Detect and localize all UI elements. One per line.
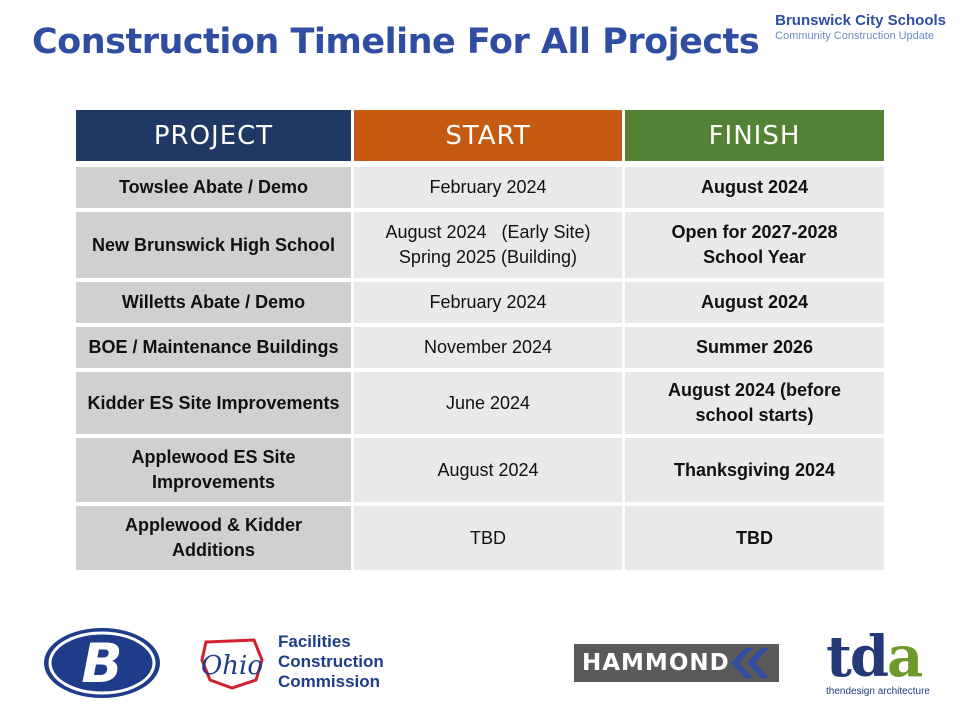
table-row bbox=[76, 327, 884, 368]
project-line: Applewood & Kidder bbox=[125, 515, 302, 535]
project-line: Additions bbox=[172, 540, 255, 560]
start-cell bbox=[354, 372, 622, 434]
tda-wordmark: tda bbox=[826, 624, 922, 690]
start-cell bbox=[354, 167, 622, 208]
timeline-table bbox=[76, 110, 884, 574]
start-line: TBD bbox=[470, 527, 506, 548]
hammond-wordmark: HAMMOND bbox=[582, 650, 730, 676]
project-line: Willetts Abate / Demo bbox=[121, 292, 306, 312]
project-line: Applewood ES Site bbox=[131, 447, 296, 467]
header-finish: FINISH bbox=[625, 110, 884, 161]
table-row bbox=[76, 167, 884, 208]
finish-cell bbox=[625, 372, 884, 434]
start-cell bbox=[354, 506, 622, 570]
start-cell bbox=[354, 282, 622, 323]
org-name: Brunswick City Schools bbox=[775, 12, 946, 29]
header-project: PROJECT bbox=[76, 110, 351, 161]
finish-line: Summer 2026 bbox=[695, 337, 814, 357]
finish-cell bbox=[625, 212, 884, 278]
start-line: November 2024 bbox=[423, 337, 553, 357]
finish-line: Thanksgiving 2024 bbox=[673, 459, 836, 480]
finish-line: Open for 2027-2028 bbox=[671, 222, 838, 242]
fcc-line: Facilities bbox=[278, 632, 351, 651]
finish-line: August 2024 (before bbox=[667, 380, 842, 400]
ohio-logo bbox=[192, 630, 272, 699]
start-cell bbox=[354, 212, 622, 278]
finish-cell bbox=[625, 438, 884, 502]
project-line: Improvements bbox=[151, 472, 276, 492]
logo-strip bbox=[0, 620, 960, 720]
project-line: New Brunswick High School bbox=[91, 234, 336, 255]
table-header bbox=[76, 110, 884, 161]
svg-text:B: B bbox=[81, 632, 123, 695]
start-line: February 2024 bbox=[429, 292, 547, 312]
table-row bbox=[76, 282, 884, 323]
finish-line: School Year bbox=[703, 247, 806, 267]
hammond-logo bbox=[574, 644, 779, 682]
table-row bbox=[76, 438, 884, 502]
page-title: Construction Timeline For All Projects bbox=[32, 22, 760, 62]
project-cell bbox=[76, 438, 351, 502]
fcc-line: Commission bbox=[278, 672, 381, 691]
finish-line: TBD bbox=[736, 527, 773, 548]
start-line: August 2024 (Early Site) bbox=[385, 222, 591, 242]
start-line: February 2024 bbox=[429, 177, 547, 197]
ohio-script: Ohio bbox=[200, 651, 264, 681]
project-cell bbox=[76, 506, 351, 570]
project-cell bbox=[76, 327, 351, 368]
finish-cell bbox=[625, 282, 884, 323]
header-start: START bbox=[354, 110, 622, 161]
finish-cell bbox=[625, 506, 884, 570]
table-row bbox=[76, 506, 884, 570]
finish-line: August 2024 bbox=[700, 292, 809, 312]
start-line: August 2024 bbox=[437, 459, 539, 480]
start-cell bbox=[354, 438, 622, 502]
b-logo-icon bbox=[42, 626, 162, 705]
org-subtitle: Community Construction Update bbox=[775, 30, 935, 42]
project-line: BOE / Maintenance Buildings bbox=[88, 337, 339, 357]
finish-cell bbox=[625, 167, 884, 208]
start-line: June 2024 bbox=[445, 392, 531, 413]
project-line: Towslee Abate / Demo bbox=[118, 177, 309, 197]
project-cell bbox=[76, 212, 351, 278]
chevrons-icon bbox=[727, 648, 773, 678]
project-line: Kidder ES Site Improvements bbox=[87, 392, 340, 413]
brand-block bbox=[775, 12, 946, 42]
finish-cell bbox=[625, 327, 884, 368]
start-cell bbox=[354, 327, 622, 368]
fcc-wordmark bbox=[278, 632, 384, 692]
project-cell bbox=[76, 282, 351, 323]
table-row bbox=[76, 372, 884, 434]
start-line: Spring 2025 (Building) bbox=[398, 247, 578, 267]
tda-subtitle: thendesign architecture bbox=[826, 686, 930, 697]
finish-line: school starts) bbox=[695, 405, 814, 425]
fcc-line: Construction bbox=[278, 652, 384, 671]
project-cell bbox=[76, 167, 351, 208]
project-cell bbox=[76, 372, 351, 434]
finish-line: August 2024 bbox=[700, 177, 809, 197]
tda-logo bbox=[826, 624, 930, 697]
table-row bbox=[76, 212, 884, 278]
